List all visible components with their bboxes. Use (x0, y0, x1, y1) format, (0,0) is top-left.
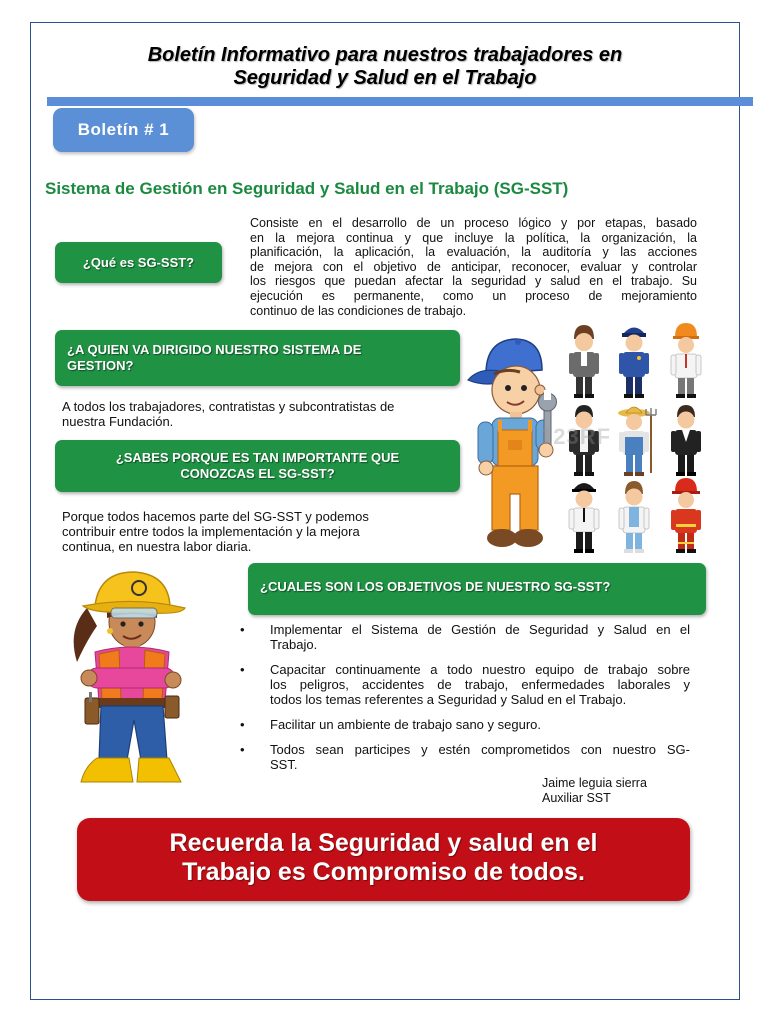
objective-item (270, 622, 690, 652)
answer-line: continuo de las condiciones de trabajo. (250, 303, 467, 318)
answer-line: Consiste en el desarrollo de un proceso lógico y por etapas, basado (250, 216, 697, 230)
worker-left-hand (479, 461, 493, 475)
safety-goggles (111, 608, 157, 618)
title-line-2: Seguridad y Salud en el Trabajo (233, 67, 537, 89)
hard-hat-icon (83, 572, 185, 613)
question-line: ¿SABES PORQUE ES TAN IMPORTANTE QUE (115, 450, 400, 465)
question-line: CONOZCAS EL SG-SST? (180, 466, 335, 481)
answer-line: los riesgos que puedan afectar la seguridad y salud en el trabajo. Su (250, 274, 697, 289)
objective-line: los peligros, accidentes de trabajo, enfermedades laborales y (270, 677, 690, 692)
answer-line: planificación, la aplicación, la evaluación, la auditoría y las acciones (250, 245, 697, 260)
title-line-1: Boletín Informativo para nuestros trabajadores en (147, 44, 623, 66)
police-officer-figure (619, 328, 649, 399)
businessman-figure (569, 325, 599, 398)
importance-question-box (55, 440, 460, 492)
slogan-line-2: Trabajo es Compromiso de todos. (182, 858, 585, 886)
bullet-marker: • (240, 717, 245, 732)
objective-line: Trabajo. (270, 637, 318, 652)
answer-line: nuestra Fundación. (62, 414, 174, 429)
worker-overalls (492, 420, 538, 530)
signature-name: Jaime leguia sierra (542, 776, 647, 790)
header-divider-bar (47, 97, 753, 106)
answer-line: ejecución es permanente, como un proceso de mejoramiento (250, 288, 697, 303)
importance-answer (62, 509, 422, 554)
objective-line: Implementar el Sistema de Gestión de Seguridad y Salud en el (270, 622, 690, 637)
answer-line: continua, en nuestra labor diaria. (62, 539, 252, 554)
stock-watermark: 123RF (540, 424, 612, 449)
what-is-answer (250, 216, 697, 318)
audience-answer (62, 399, 452, 429)
what-is-question-box: ¿Qué es SG-SST? (55, 242, 222, 283)
bullet-marker: • (240, 662, 245, 677)
bulletin-number-badge: Boletín # 1 (53, 108, 194, 152)
answer-line: de mejora con el objetivo de anticipar, reconocer, evaluar y controlar (250, 259, 697, 274)
crossed-arms (81, 668, 181, 688)
objective-item (270, 717, 690, 732)
objective-line: Capacitar continuamente a todo nuestro equipo de trabajo sobre (270, 662, 690, 677)
worker-boots (487, 529, 543, 547)
jeans (99, 706, 167, 760)
farmer-figure (618, 407, 656, 476)
objectives-question-box: ¿CUALES SON LOS OBJETIVOS DE NUESTRO SG-SST? (248, 563, 706, 615)
answer-line: en la mejora continua y que incluye la política, la organización, la (250, 230, 697, 245)
question-line: ¿A QUIEN VA DIRIGIDO NUESTRO SISTEMA DE (67, 342, 362, 357)
signature-role: Auxiliar SST (542, 791, 611, 805)
eye (138, 621, 143, 626)
objective-line: SST. (270, 757, 298, 772)
objective-line: Todos sean participes y estén comprometidos con nuestro SG- (270, 742, 690, 757)
bullet-marker: • (240, 742, 245, 757)
answer-line: Porque todos hacemos parte del SG-SST y podemos (62, 509, 369, 524)
executive-figure (671, 405, 701, 476)
worker-head (492, 366, 545, 414)
objective-line: todos los temas referentes a Seguridad y Salud en el Trabajo. (270, 692, 627, 707)
answer-line: A todos los trabajadores, contratistas y subcontratistas de (62, 399, 395, 414)
objective-item (270, 662, 690, 707)
engineer-figure (671, 323, 701, 398)
signature-block (542, 776, 647, 806)
bulletin-title (30, 44, 740, 90)
bullet-marker: • (240, 622, 245, 637)
objective-line: Facilitar un ambiente de trabajo sano y seguro. (270, 717, 541, 732)
work-boots (81, 758, 181, 782)
answer-line: contribuir entre todos la implementación y la mejora (62, 524, 360, 539)
ponytail (74, 608, 97, 662)
audience-question-box (55, 330, 460, 386)
female-construction-worker-icon (55, 568, 195, 790)
firefighter-figure (671, 478, 701, 553)
section-heading: Sistema de Gestión en Seguridad y Salud en el Trabajo (SG-SST) (45, 179, 569, 198)
slogan-line-1: Recuerda la Seguridad y salud en el (169, 829, 598, 857)
objective-item (270, 742, 690, 772)
earring (107, 628, 113, 634)
eye (120, 621, 125, 626)
question-line: GESTION? (67, 358, 134, 373)
slogan-banner (77, 818, 690, 901)
doctor-figure (619, 481, 649, 553)
pilot-figure (569, 483, 599, 553)
